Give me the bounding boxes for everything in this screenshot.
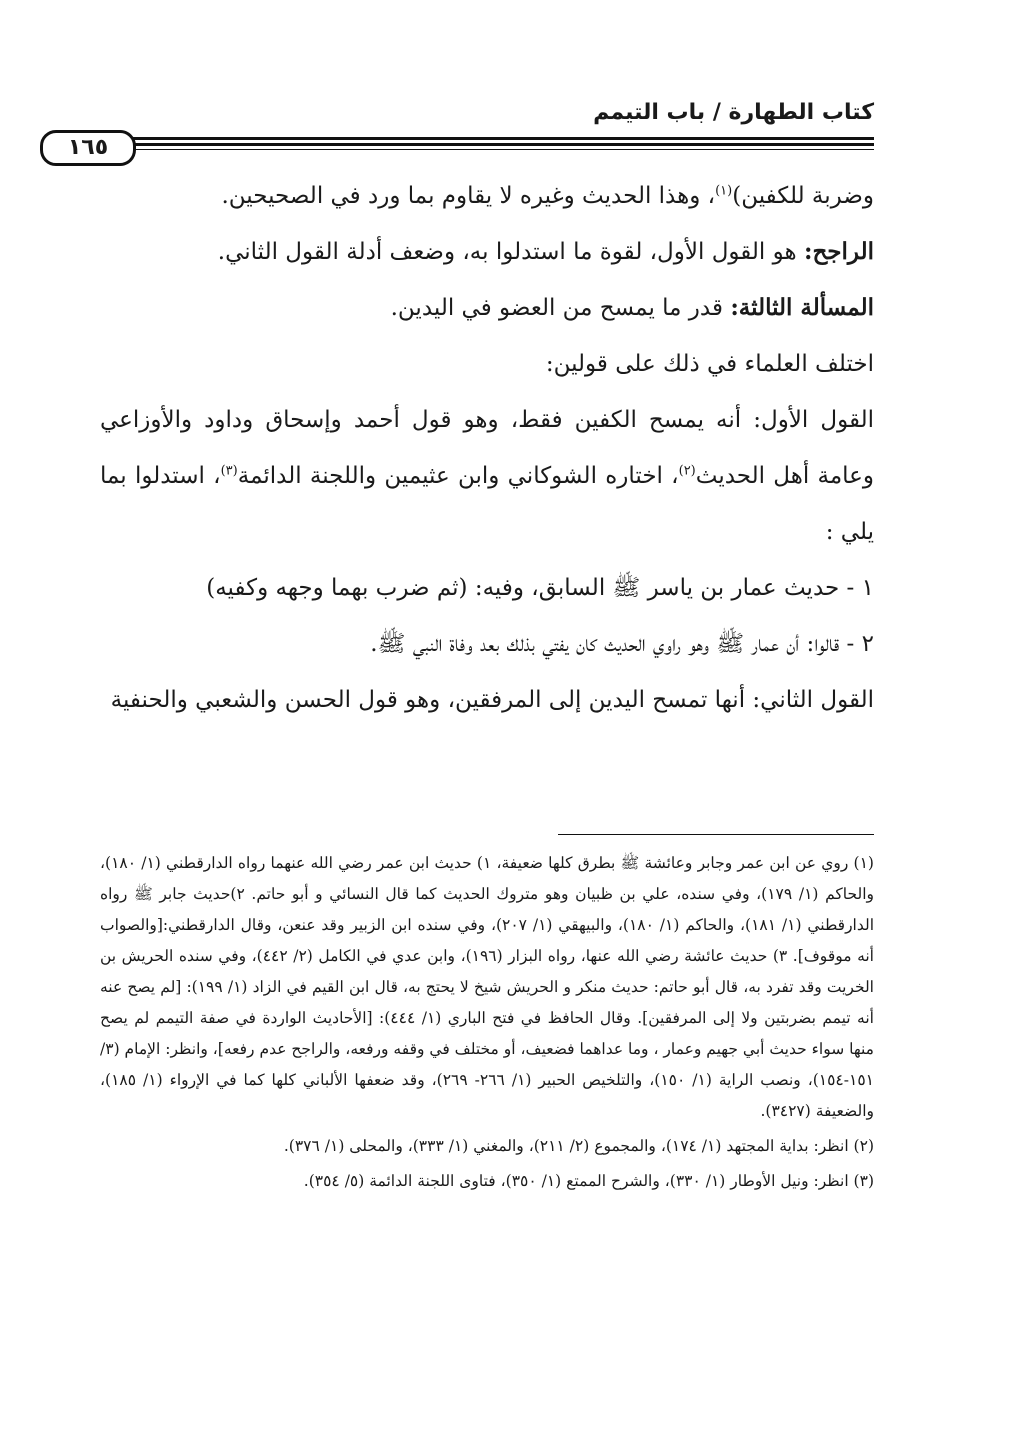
header-rule-line [100,137,874,140]
preferred-text: هو القول الأول، لقوة ما استدلوا به، وضعف أدلة القول الثاني. [217,239,804,265]
paragraph-1 [100,168,874,224]
footnote-separator [558,834,874,835]
paragraph-second-opinion: القول الثاني: أنها تمسح اليدين إلى المرفقين، وهو قول الحسن والشعبي والحنفية [110,687,874,713]
footnote-ref-3: (٣) [220,463,238,479]
evidence-1: ١ - حديث عمار بن ياسر ﷺ السابق، وفيه: (ثم ضرب بهما وجهه وكفيه) [206,575,874,601]
paragraph-issue-three [100,280,874,336]
page-number: ١٦٥ [40,130,136,166]
main-text [100,168,874,728]
footnotes [100,848,874,1197]
running-header-title: كتاب الطهارة / باب التيمم [593,100,874,125]
issue-three-label: المسألة الثالثة: [730,294,874,321]
footnote-ref-1: (١) [715,183,733,199]
preferred-label: الراجح: [803,238,874,265]
header-rule [100,132,874,154]
evidence-2: ٢ - قالوا: أن عمار ﷺ وهو راوي الحديث كان يفتي بذلك بعد وفاة النبي ﷺ. [370,631,874,657]
paragraph-first-opinion [100,392,874,560]
paragraph-1-rest: ، وهذا الحديث وغيره لا يقاوم بما ورد في الصحيحين. [221,183,716,209]
footnote-3: (٣) انظر: ونيل الأوطار (١/ ٣٣٠)، والشرح الممتع (١/ ٣٥٠)، فتاوى اللجنة الدائمة (٥/ ٣٥٤). [303,1172,874,1190]
issue-three-text: قدر ما يمسح من العضو في اليدين. [390,295,731,321]
paragraph-disagreement: اختلف العلماء في ذلك على قولين: [545,351,874,377]
paragraph-1-text: وضربة للكفين) [732,183,874,209]
footnote-1: (١) روي عن ابن عمر وجابر وعائشة ﷺ بطرق كلها ضعيفة، ١) حديث ابن عمر رضي الله عنهما رواه الدارقطني (١/ ١٨٠)، والحاكم (١/ ١٧٩)، وفي سنده، علي بن ظبيان وهو متروك الحديث كما قال النسائي و أبو حاتم. ٢)حديث جابر ﷺ رواه الدارقطني (١/ ١٨١)، والحاكم (١/ ١٨٠)، والبيهقي (١/ ٢٠٧)، وفي سنده ابن الزبير وقد عنعن، وقال الدارقطني:[والصواب أنه موقوف]. ٣) حديث عائشة رضي الله عنها، رواه البزار (١٩٦)، وابن عدي في الكامل (٢/ ٤٤٢)، وفي سنده الحريش بن الخريت وقد تفرد به، قال أبو حاتم: حديث منكر و الحريش شيخ لا يحتج به، قال ابن القيم في الزاد (١/ ١٩٩): [لم يصح عنه أنه تيمم بضربتين ولا إلى المرفقين]. وقال الحافظ في فتح الباري (١/ ٤٤٤): [الأحاديث الواردة في صفة التيمم لم يصح منها سواء حديث أبي جهيم وعمار ، وما عداهما فضعيف، أو مختلف في وقفه ورفعه، والراجح عدم رفعه]، وانظر: الإمام (٣/ ١٥١-١٥٤)، ونصب الراية (١/ ١٥٠)، والتلخيص الحبير (١/ ٢٦٦- ٢٦٩)، وقد ضعفها الألباني كلها كما في الإرواء (١/ ١٨٥)، والضعيفة (٣٤٢٧). [100,854,875,1120]
footnote-ref-2: (٢) [678,463,696,479]
paragraph-preferred [100,224,874,280]
first-opinion-text-2: ، اختاره الشوكاني وابن عثيمين واللجنة الدائمة [237,463,679,489]
first-opinion-text-3: ، استدلوا بما يلي : [100,463,874,545]
first-opinion-text: القول الأول: أنه يمسح الكفين فقط، وهو قول أحمد وإسحاق وداود والأوزاعي وعامة أهل الحديث [100,407,874,489]
header-rule-line [100,143,874,146]
header-rule-line [100,149,874,150]
footnote-2: (٢) انظر: بداية المجتهد (١/ ١٧٤)، والمجموع (٢/ ٢١١)، والمغني (١/ ٣٣٣)، والمحلى (١/ ٣٧٦). [283,1137,874,1155]
